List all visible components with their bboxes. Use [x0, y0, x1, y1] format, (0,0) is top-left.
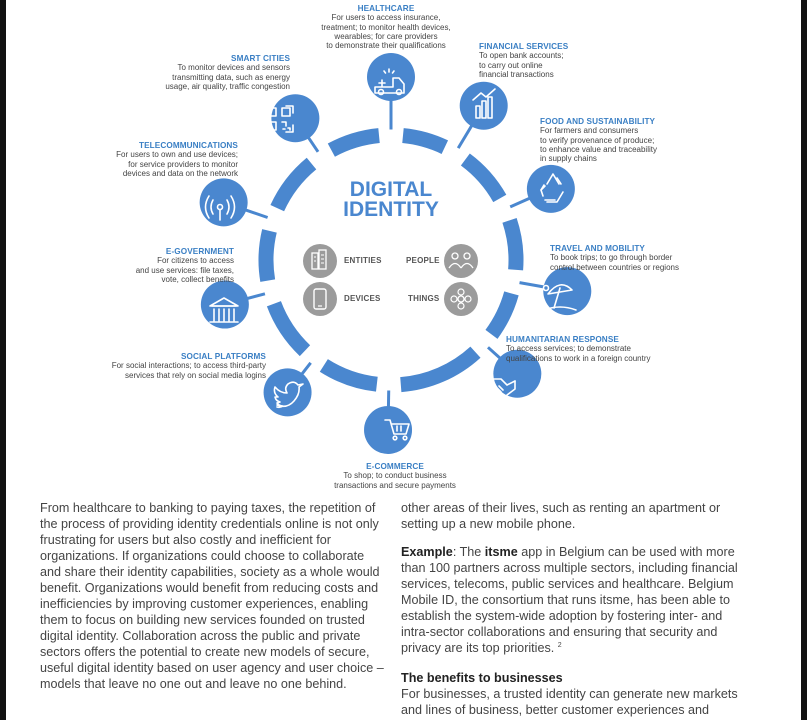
egov-label [100, 247, 234, 284]
left-paragraph: From healthcare to banking to paying taxes, the repetition of the process of providing identity credentials online is not only frustrating for users but also costly and inefficient for organizations. If organizations could choose to collaborate and share their identity capabilities, society as a whole would benefit. Organizations would benefit from reducing costs and inefficiencies by improving customer experiences, enabling them to focus on building new services founded on trusted digital identity. Collaboration across the public and private sectors offers the potential to create new models of secure, useful digital identity based on user agency and user choice – models that leave no one out and leave no one behind. [40, 501, 384, 691]
healthcare-title: HEALTHCARE [357, 4, 415, 13]
telecom-title: TELECOMMUNICATIONS [139, 141, 238, 150]
things-label: THINGS [408, 294, 440, 303]
healthcare-desc-line: treatment; to monitor health devices, [321, 22, 451, 32]
ecommerce-label [310, 462, 480, 490]
telecom-label [90, 141, 238, 178]
ecommerce-desc-line: transactions and secure payments [334, 480, 456, 490]
things-icon [444, 282, 478, 316]
entities-icon [303, 244, 337, 278]
humanitarian-title: HUMANITARIAN RESPONSE [506, 335, 619, 344]
financial-desc-line: to carry out online [479, 60, 543, 70]
people-label: PEOPLE [406, 256, 440, 265]
healthcare-label [300, 4, 472, 50]
egov-title: E-GOVERNMENT [165, 247, 234, 256]
ring-segment [331, 136, 379, 151]
travel-desc-line: control between countries or regions [550, 262, 679, 272]
travel-desc-line: To book trips; to go through border [550, 253, 673, 263]
example-text: : The [452, 545, 485, 559]
social-title: SOCIAL PLATFORMS [181, 352, 266, 361]
social-circle [264, 368, 312, 416]
financial-desc-line: financial transactions [479, 69, 554, 79]
ring-segment [403, 136, 445, 148]
humanitarian-desc-line: qualifications to work in a foreign country [506, 353, 651, 363]
egov-desc-line: vote, collect benefits [161, 274, 234, 284]
connector-line [510, 198, 531, 207]
financial-circle [460, 82, 508, 130]
food-desc-line: to verify provenance of produce; [540, 135, 655, 145]
entities-label: ENTITIES [344, 256, 382, 265]
social-desc-line: For social interactions; to access third-party [111, 361, 266, 371]
ring-segment [465, 160, 499, 199]
healthcare-circle [367, 53, 415, 101]
smartcities-desc-line: To monitor devices and sensors [177, 63, 290, 73]
sector-circles [200, 53, 592, 454]
food-title: FOOD AND SUSTAINABILITY [540, 117, 656, 126]
ecommerce-desc-line: To shop; to conduct business [343, 471, 447, 481]
example-paragraph [401, 544, 751, 656]
telecom-desc-line: devices and data on the network [122, 168, 238, 178]
financial-desc-line: To open bank accounts; [479, 51, 564, 61]
food-desc-line: For farmers and consumers [540, 126, 639, 136]
devices-label: DEVICES [344, 294, 381, 303]
benefits-heading: The benefits to businesses [401, 671, 563, 685]
telecom-desc-line: for service providers to monitor [128, 159, 238, 169]
egov-desc-line: and use services: file taxes, [135, 265, 234, 275]
devices-icon [303, 282, 337, 316]
benefits-paragraph: For businesses, a trusted identity can generate new markets and lines of business, better customer experiences and [401, 687, 738, 717]
connector-line [246, 294, 265, 299]
humanitarian-desc-line: To access services; to demonstrate [506, 344, 631, 354]
connector-line [458, 125, 472, 149]
ring-segment [510, 220, 516, 269]
travel-label [550, 244, 720, 272]
right-column [401, 500, 751, 718]
left-column [40, 500, 386, 704]
financial-label [479, 42, 629, 79]
ring-segment [274, 304, 305, 351]
title-line2: IDENTITY [343, 198, 439, 221]
food-desc-line: to enhance value and traceability [540, 144, 657, 154]
footnote-marker: 2 [557, 641, 562, 649]
itsme-name: itsme [484, 545, 518, 559]
right-intro-paragraph: other areas of their lives, such as renting an apartment or setting up a new mobile phone. [401, 501, 721, 531]
healthcare-desc-line: wearables; for care providers [334, 31, 438, 41]
social-label [70, 352, 266, 380]
connector-line [308, 136, 318, 151]
connector-line [488, 347, 501, 359]
egov-desc-line: For citizens to access [157, 256, 234, 266]
connector-line [301, 363, 311, 375]
ecommerce-title: E-COMMERCE [366, 462, 424, 471]
ring-segment [266, 231, 269, 281]
ring-segment [491, 293, 511, 334]
people-icon [444, 244, 478, 278]
smartcities-desc-line: transmitting data, such as energy [172, 72, 290, 82]
ring-segment [277, 164, 311, 209]
telecom-desc-line: For users to own and use devices; [116, 150, 238, 160]
travel-title: TRAVEL AND MOBILITY [550, 244, 645, 253]
food-desc-line: in supply chains [540, 154, 597, 164]
social-desc-line: services that rely on social media logins [125, 370, 266, 380]
smartcities-circle [271, 94, 319, 142]
ecommerce-circle [364, 406, 412, 454]
food-label [540, 117, 710, 163]
title-line1: DIGITAL [349, 178, 433, 201]
ring-segment [324, 365, 377, 384]
connector-line [244, 210, 267, 218]
food-circle [527, 165, 575, 213]
smartcities-title: SMART CITIES [231, 54, 290, 63]
example-label: Example [401, 545, 453, 559]
ring-segment [401, 352, 476, 384]
smartcities-label [140, 54, 290, 91]
example-text: app in Belgium can be used with more than 100 partners across multiple sectors, including financial services, telecoms, public services and healthcare. Belgium Mobile ID, the consortium that runs itsme, has been able to establish the system-wide adoption by fostering inter- and intra-sector collaborations and ensuring that security and privacy are its top priorities. [401, 545, 738, 655]
humanitarian-label [506, 335, 706, 363]
financial-title: FINANCIAL SERVICES [479, 42, 569, 51]
connector-line [520, 283, 546, 288]
healthcare-desc-line: to demonstrate their qualifications [326, 41, 446, 51]
smartcities-desc-line: usage, air quality, traffic congestion [165, 81, 290, 91]
healthcare-desc-line: For users to access insurance, [331, 13, 441, 23]
